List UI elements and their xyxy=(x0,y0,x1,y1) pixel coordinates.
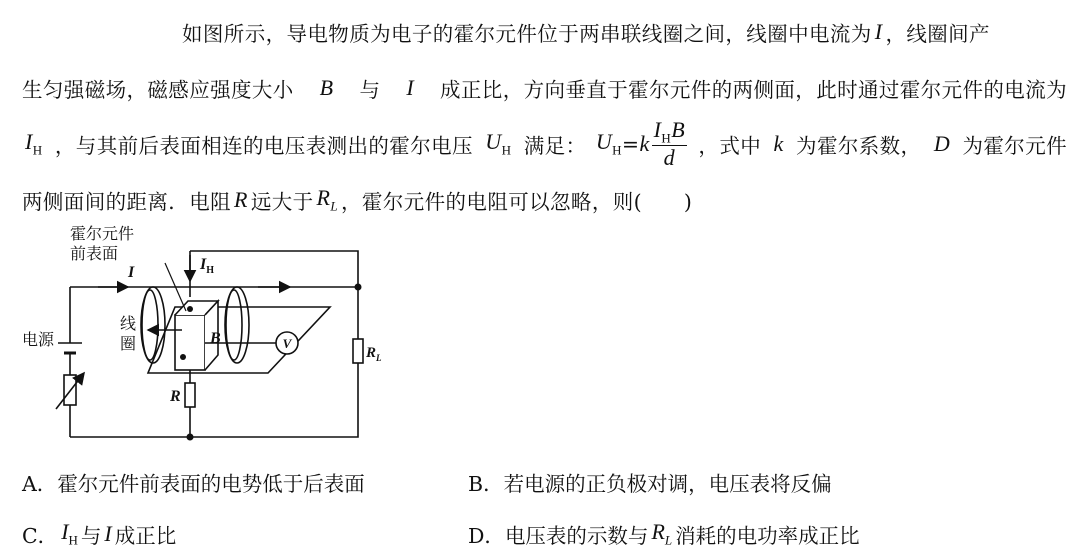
option-letter: C． xyxy=(22,524,59,548)
coil-left-inner xyxy=(142,290,158,360)
junction-dot xyxy=(187,434,194,441)
stem-text: 成正比，方向垂直于霍尔元件的两侧面，此时通过霍尔元件的电流为 xyxy=(440,78,1067,102)
option-letter: A． xyxy=(22,472,58,496)
stem-line-1 xyxy=(22,4,1067,60)
var-I: I xyxy=(874,19,883,44)
stem-text: 满足： xyxy=(523,134,587,158)
hall-label-1: 霍尔元件 xyxy=(70,224,135,243)
power-label: 电源 xyxy=(22,330,55,349)
stem-text: 与 xyxy=(359,78,381,102)
var-I: I xyxy=(406,75,415,100)
voltmeter-label: V xyxy=(282,336,292,351)
label-I: I xyxy=(128,264,135,281)
label-R: R xyxy=(170,388,181,405)
question-stem xyxy=(22,4,1067,228)
option-text: 消耗的电功率成正比 xyxy=(675,524,860,548)
option-text: 若电源的正负极对调，电压表将反偏 xyxy=(503,472,832,496)
label-B: B xyxy=(210,330,221,347)
hall-label-2: 前表面 xyxy=(70,244,119,263)
option-text: 电压表的示数与 xyxy=(504,524,649,548)
stem-text: 远大于 xyxy=(250,190,314,214)
stem-text: 为霍尔系数， xyxy=(796,134,922,158)
option-text: 成正比 xyxy=(114,524,177,548)
stem-text: ，线圈间产 xyxy=(885,22,990,46)
stem-text: 如图所示，导电物质为电子的霍尔元件位于两串联线圈之间，线圈中电流为 xyxy=(182,22,872,46)
var-I: I xyxy=(104,521,112,546)
label-IH: $I_H$ xyxy=(200,256,215,276)
stem-text: 为霍尔元件 xyxy=(962,134,1067,158)
wire-right-top xyxy=(190,251,358,287)
var-D: D xyxy=(933,131,951,156)
option-text: 与 xyxy=(80,524,102,548)
label-RL: $R_L$ xyxy=(366,345,382,363)
stem-line-2 xyxy=(22,60,1067,116)
option-text: 霍尔元件前表面的电势低于后表面 xyxy=(57,472,365,496)
resistor-R xyxy=(185,383,195,407)
coil-label-2: 圈 xyxy=(120,334,137,353)
rheostat-arrow xyxy=(56,373,84,409)
var-UH: $U_H$ xyxy=(485,129,512,158)
option-A[interactable] xyxy=(22,467,468,497)
circuit-diagram xyxy=(0,215,420,450)
option-C[interactable] xyxy=(22,519,468,549)
terminal-dot xyxy=(180,354,186,360)
stem-line-3 xyxy=(22,116,1067,172)
hall-formula: $U_H$ = k $\frac{I_HB}{d}$ xyxy=(595,117,686,171)
stem-text: ，式中 xyxy=(698,134,762,158)
var-k: k xyxy=(773,131,784,156)
hall-element-front xyxy=(175,315,205,370)
answer-options xyxy=(22,456,1072,560)
stem-text: 两侧面间的距离．电阻 xyxy=(22,190,231,214)
coil-right-inner xyxy=(226,290,242,360)
wire-right-bottom xyxy=(70,363,358,437)
coil-label-1: 线 xyxy=(120,314,137,333)
var-IH: $I_H$ xyxy=(25,129,43,158)
option-letter: D． xyxy=(468,524,505,548)
terminal-dot xyxy=(187,306,193,312)
formula-fraction: $\frac{I_HB}{d}$ xyxy=(653,117,686,171)
option-B[interactable] xyxy=(468,467,832,497)
junction-dot xyxy=(355,284,362,291)
option-letter: B． xyxy=(468,472,504,496)
var-B: B xyxy=(319,75,334,100)
var-RL: $R_L$ xyxy=(316,185,339,214)
resistor-RL xyxy=(353,339,363,363)
stem-text: ，与其前后表面相连的电压表测出的霍尔电压 xyxy=(54,134,473,158)
var-IH: $I_H$ xyxy=(61,519,78,548)
var-R: R xyxy=(234,187,248,212)
option-D[interactable] xyxy=(468,519,860,549)
var-RL: $R_L$ xyxy=(651,519,673,548)
stem-text: ，霍尔元件的电阻可以忽略，则( ) xyxy=(341,190,693,214)
stem-text: 生匀强磁场，磁感应强度大小 xyxy=(22,78,294,102)
